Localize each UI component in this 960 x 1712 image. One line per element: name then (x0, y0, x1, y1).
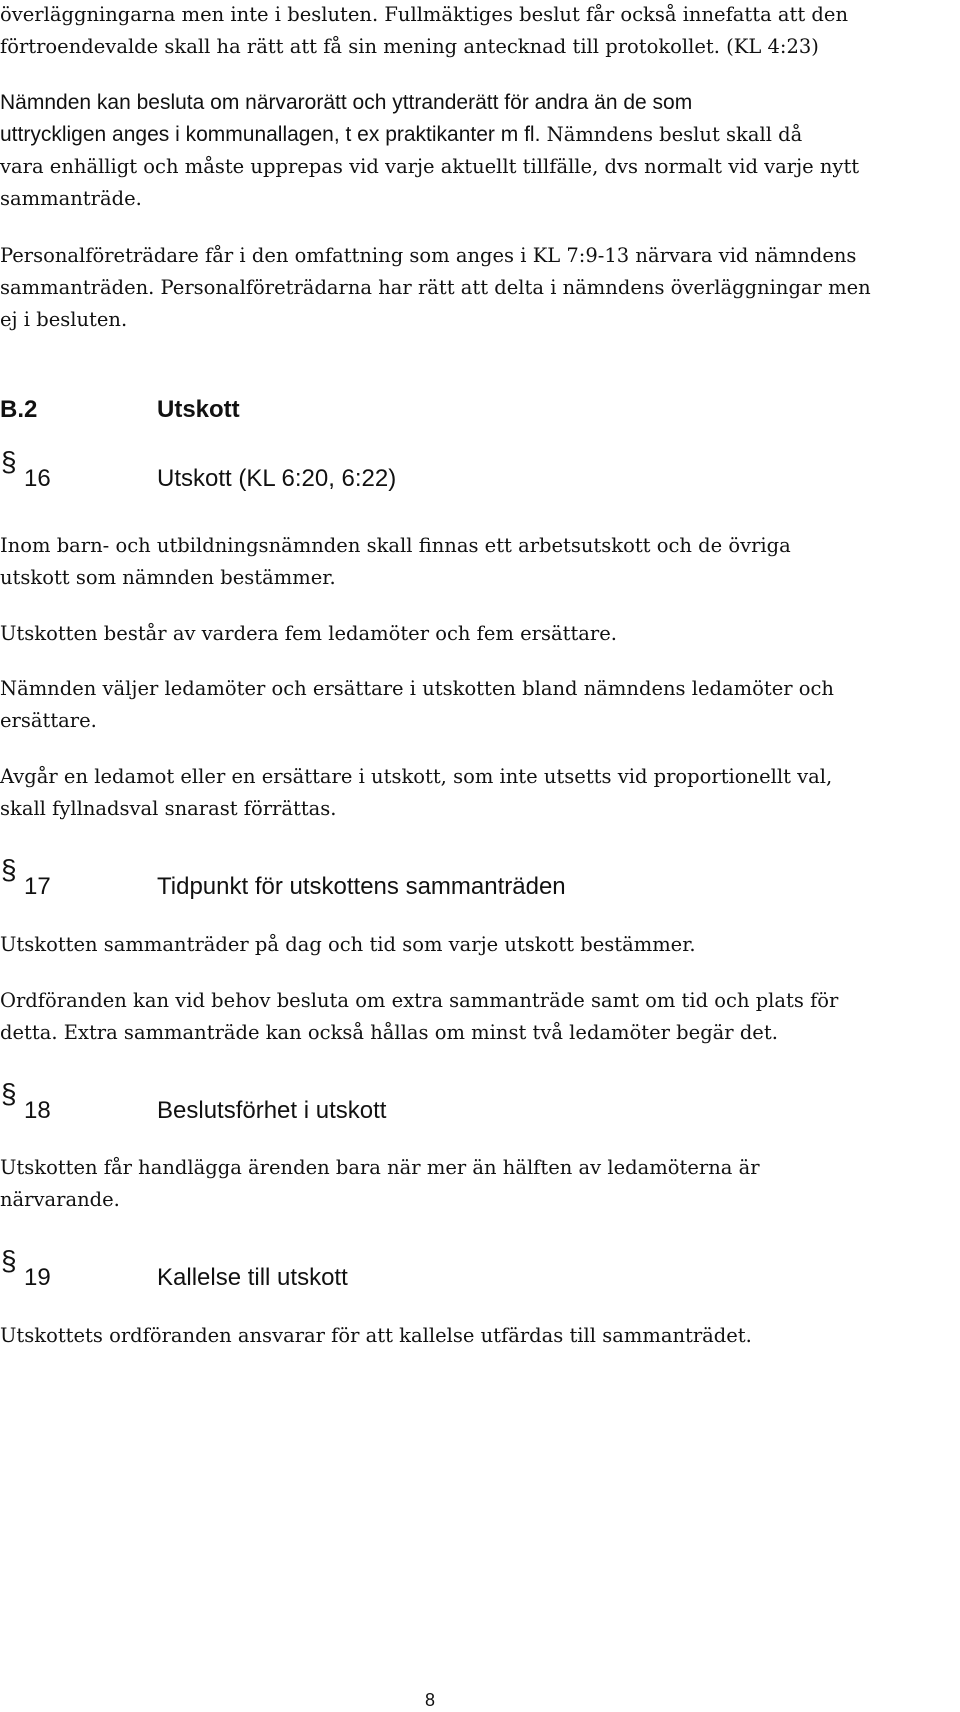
text-line: Inom barn- och utbildningsnämnden skall finnas ett arbetsutskott och de övriga (0, 534, 791, 557)
text-line: förtroendevalde skall ha rätt att få sin mening antecknad till protokollet. (KL 4:23) (0, 35, 819, 58)
section-16-paragraph (0, 673, 955, 737)
section-title: Tidpunkt för utskottens sammanträden (157, 873, 566, 900)
text-line: ej i besluten. (0, 308, 128, 331)
section-heading-17 (0, 854, 700, 904)
section-number: 17 (24, 873, 51, 900)
text-line: överläggningarna men inte i besluten. Fullmäktiges beslut får också innefatta att den (0, 3, 849, 26)
page-number: 8 (425, 1690, 436, 1710)
text-line: Utskotten får handlägga ärenden bara när mer än hälften av ledamöterna är (0, 1156, 760, 1179)
text-line: Ordföranden kan vid behov besluta om extra sammanträde samt om tid och plats för (0, 989, 839, 1012)
section-title: Utskott (KL 6:20, 6:22) (157, 465, 397, 492)
text-line: sammanträden. Personalföreträdarna har rätt att delta i nämndens överläggningar men (0, 276, 871, 299)
section-17-paragraph (0, 985, 955, 1049)
section-title: Kallelse till utskott (157, 1264, 348, 1291)
section-19-paragraph (0, 1320, 955, 1352)
section-title: Beslutsförhet i utskott (157, 1097, 387, 1124)
section-17-paragraph (0, 929, 955, 961)
intro-paragraph (0, 0, 955, 63)
text-line: Utskotten sammanträder på dag och tid som varje utskott bestämmer. (0, 933, 696, 956)
text-line: Utskottets ordföranden ansvarar för att kallelse utfärdas till sammanträdet. (0, 1324, 752, 1347)
text-line: vara enhälligt och måste upprepas vid varje aktuellt tillfälle, dvs normalt vid varje nytt (0, 155, 860, 178)
section-sign-icon: § (1, 1078, 17, 1109)
section-number: 18 (24, 1097, 51, 1124)
text-line: Avgår en ledamot eller en ersättare i utskott, som inte utsetts vid proportionellt val, (0, 765, 833, 788)
text-line: Utskotten består av vardera fem ledamöter och fem ersättare. (0, 622, 617, 645)
section-sign-icon: § (1, 446, 17, 477)
text-line (0, 119, 955, 151)
text-line: ersättare. (0, 709, 97, 732)
text-line: närvarande. (0, 1188, 120, 1211)
section-sign-icon: § (1, 1245, 17, 1276)
section-heading-16 (0, 446, 700, 496)
text-line: skall fyllnadsval snarast förrättas. (0, 797, 337, 820)
text-fragment: uttryckligen anges i kommunallagen, t ex praktikanter m fl. (0, 123, 541, 146)
section-number: 19 (24, 1264, 51, 1291)
staff-representatives-paragraph (0, 240, 955, 336)
text-line: Nämnden väljer ledamöter och ersättare i utskotten bland nämndens ledamöter och (0, 677, 834, 700)
chapter-number: B.2 (0, 396, 38, 423)
attendance-paragraph (0, 87, 955, 215)
text-line: Personalföreträdare får i den omfattning som anges i KL 7:9-13 närvara vid nämndens (0, 244, 857, 267)
section-16-paragraph (0, 761, 955, 825)
chapter-title: Utskott (157, 396, 240, 423)
section-number: 16 (24, 465, 51, 492)
section-heading-18 (0, 1078, 700, 1128)
section-18-paragraph (0, 1152, 955, 1216)
section-16-paragraph (0, 618, 955, 650)
text-line: utskott som nämnden bestämmer. (0, 566, 336, 589)
section-heading-19 (0, 1245, 700, 1295)
text-line: sammanträde. (0, 187, 142, 210)
text-fragment: Nämndens beslut skall då (546, 123, 803, 146)
text-line: detta. Extra sammanträde kan också hållas om minst två ledamöter begär det. (0, 1021, 778, 1044)
section-16-paragraph (0, 530, 955, 594)
text-line: Nämnden kan besluta om närvarorätt och yttranderätt för andra än de som (0, 91, 693, 114)
section-sign-icon: § (1, 854, 17, 885)
